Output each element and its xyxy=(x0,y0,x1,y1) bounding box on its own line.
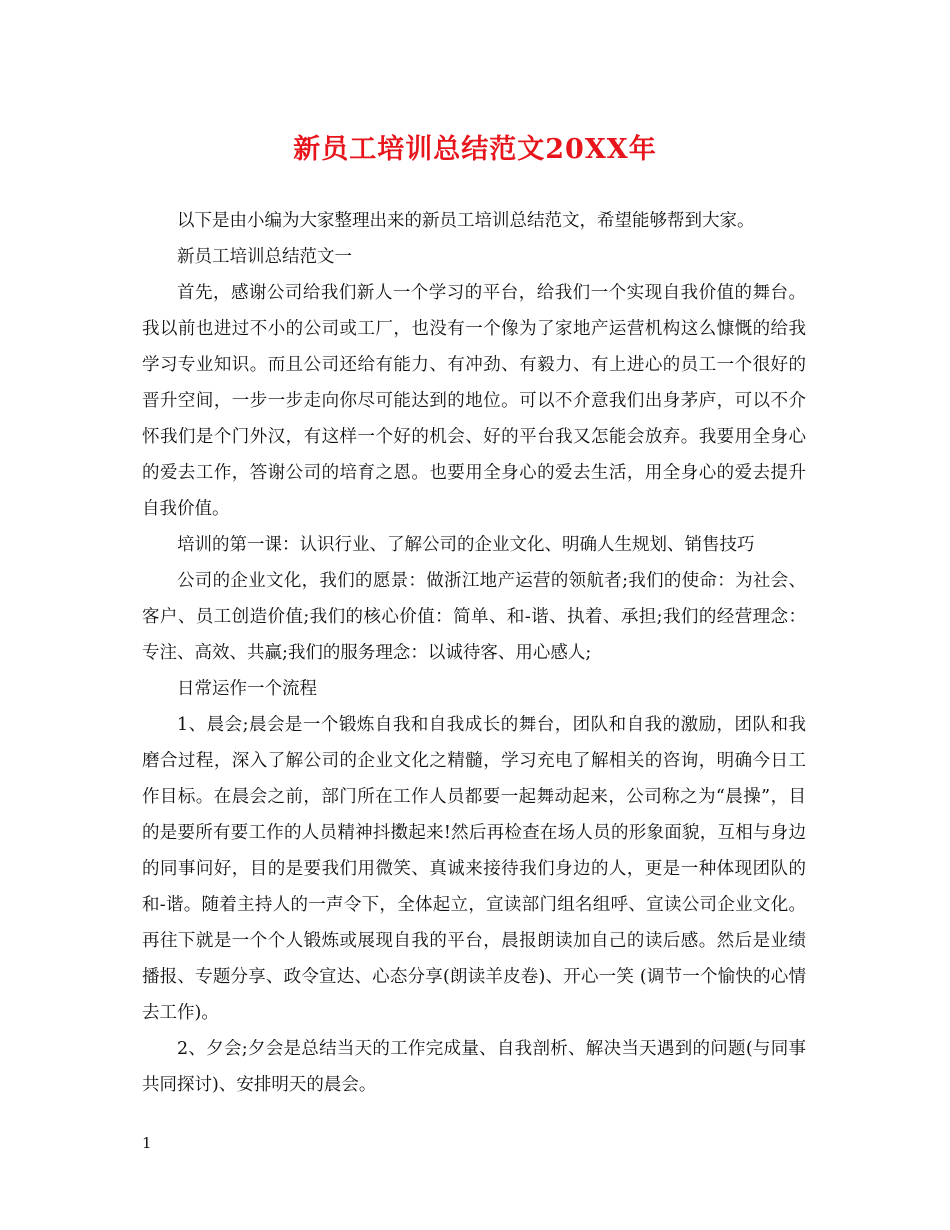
page-number: 1 xyxy=(142,1134,152,1152)
paragraph-daily-process: 日常运作一个流程 xyxy=(177,679,317,699)
document-body xyxy=(142,203,806,1103)
paragraph-section-heading: 新员工培训总结范文一 xyxy=(177,247,352,267)
paragraph-evening-meeting: 2、夕会;夕会是总结当天的工作完成量、自我剖析、解决当天遇到的问题(与同事共同探讨)、安排明天的晨会。 xyxy=(142,1039,806,1095)
paragraph-thanks: 首先，感谢公司给我们新人一个学习的平台，给我们一个实现自我价值的舞台。我以前也进过不小的公司或工厂，也没有一个像为了家地产运营机构这么慷慨的给我学习专业知识。而且公司还给有能力、有冲劲、有毅力、有上进心的员工一个很好的晋升空间，一步一步走向你尽可能达到的地位。可以不介意我们出身茅庐，可以不介怀我们是个门外汉，有这样一个好的机会、好的平台我又怎能会放弃。我要用全身心的爱去工作，答谢公司的培育之恩。也要用全身心的爱去生活，用全身心的爱去提升自我价值。 xyxy=(142,283,806,519)
paragraph-morning-meeting: 1、晨会;晨会是一个锻炼自我和自我成长的舞台，团队和自我的激励，团队和我磨合过程，深入了解公司的企业文化之精髓，学习充电了解相关的咨询，明确今日工作目标。在晨会之前，部门所在工作人员都要一起舞动起来，公司称之为“晨操”，目的是要所有要工作的人员精神抖擞起来!然后再检查在场人员的形象面貌，互相与身边的同事问好，目的是要我们用微笑、真诚来接待我们身边的人，更是一种体现团队的和-谐。随着主持人的一声令下，全体起立，宣读部门组名组呼、宣读公司企业文化。再往下就是一个个人锻炼或展现自我的平台，晨报朗读加自己的读后感。然后是业绩播报、专题分享、政令宣达、心态分享(朗读羊皮卷)、开心一笑 (调节一个愉快的心情去工作)。 xyxy=(142,715,806,1023)
paragraph-intro: 以下是由小编为大家整理出来的新员工培训总结范文，希望能够帮到大家。 xyxy=(177,211,755,231)
paragraph-first-lesson: 培训的第一课：认识行业、了解公司的企业文化、明确人生规划、销售技巧 xyxy=(177,535,755,555)
paragraph-corporate-culture: 公司的企业文化，我们的愿景：做浙江地产运营的领航者;我们的使命：为社会、客户、员工创造价值;我们的核心价值：简单、和-谐、执着、承担;我们的经营理念：专注、高效、共赢;我们的服务理念：以诚待客、用心感人; xyxy=(142,571,806,663)
document-title: 新员工培训总结范文20XX年 xyxy=(293,134,657,165)
